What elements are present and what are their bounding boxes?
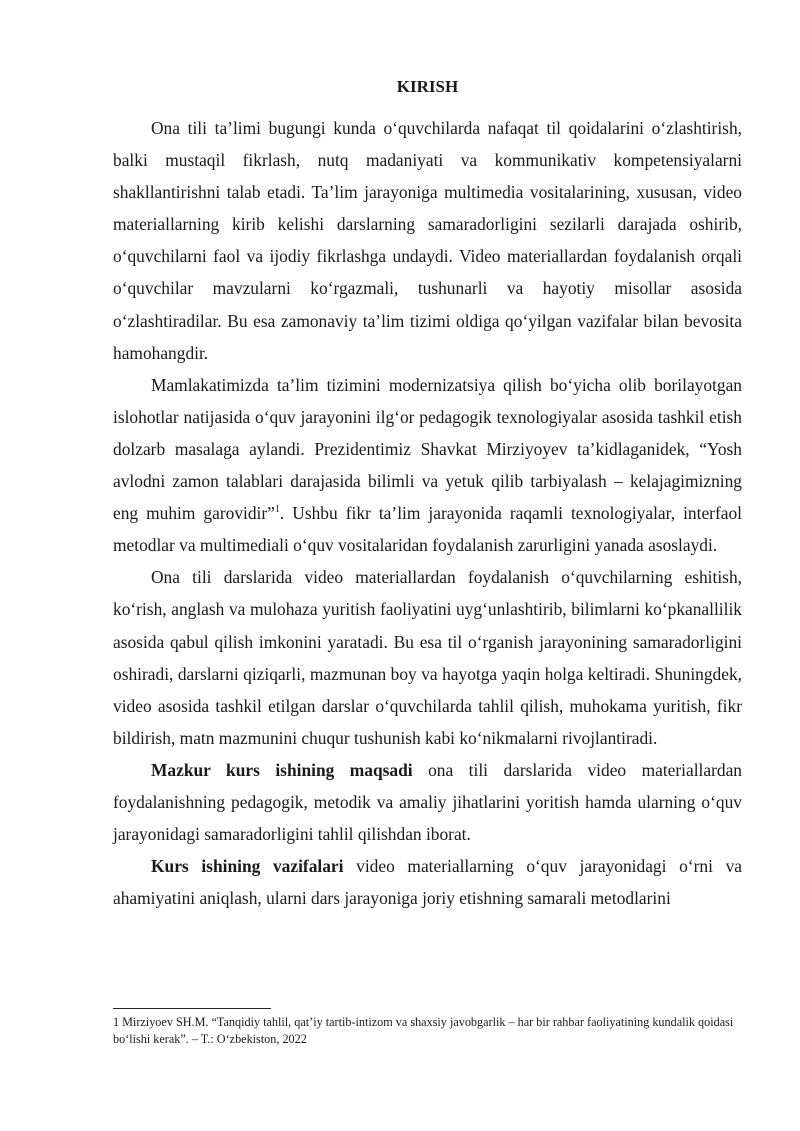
paragraph-2-text-start: Mamlakatimizda ta’lim tizimini modernizatsiya qilish bo‘yicha olib borilayotgan islohotlar natijasida o‘quv jarayonini ilg‘or pedagogik texnologiyalar asosida tashkil etish dolzarb masalaga aylandi. Prezidentimiz Shavkat Mirziyoyev ta’kidlaganidek, “Yosh avlodni zamon talablari darajasida bilimli va yetuk qilib tarbiyalash – kelajagimizning eng muhim garovidir”: [113, 374, 742, 524]
paragraph-3-text: Ona tili darslarida video materiallardan foydalanish o‘quvchilarning eshitish, ko‘rish, anglash va mulohaza yuritish faoliyatini uyg‘unlashtirib, bilimlarni ko‘pkanallilik asosida qabul qilish imkonini yaratadi. Bu esa til o‘rganish jarayonining samaradorligini oshiradi, darslarni qiziqarli, mazmunan boy va hayotga yaqin holga keltiradi. Shuningdek, video asosida tashkil etilgan darslar o‘quvchilarda tahlil qilish, muhokama yuritish, fikr bildirish, matn mazmunini chuqur tushunish kabi ko‘nikmalarni rivojlantiradi.: [113, 567, 742, 748]
paragraph-5-bold-lead: Kurs ishining vazifalari: [151, 856, 344, 877]
paragraph-1: [113, 112, 742, 369]
paragraph-3: [113, 561, 742, 754]
paragraph-2-text-end: . Ushbu fikr ta’lim jarayonida raqamli texnologiyalar, interfaol metodlar va multimediali o‘quv vositalaridan foydalanish zarurligini yanada asoslaydi.: [113, 503, 742, 556]
footnote-separator: [113, 1008, 271, 1009]
footnote: [113, 1014, 742, 1048]
footnote-reference[interactable]: 1: [274, 504, 280, 516]
document-body: [113, 76, 742, 914]
paragraph-5: [113, 850, 742, 914]
paragraph-4: [113, 754, 742, 850]
paragraph-2: [113, 369, 742, 562]
paragraph-1-text: Ona tili ta’limi bugungi kunda o‘quvchilarda nafaqat til qoidalarini o‘zlashtirish, balki mustaqil fikrlash, nutq madaniyati va kommunikativ kompetensiyalarni shakllantirishni talab etadi. Ta’lim jarayoniga multimedia vositalarining, xususan, video materiallarning kirib kelishi darslarning samaradorligini sezilarli darajada oshirib, o‘quvchilarni faol va ijodiy fikrlashga undaydi. Video materiallardan foydalanish orqali o‘quvchilar mavzularni ko‘rgazmali, tushunarli va hayotiy misollar asosida o‘zlashtiradilar. Bu esa zamonaviy ta’lim tizimi oldiga qo‘yilgan vazifalar bilan bevosita hamohangdir.: [113, 118, 742, 363]
footnote-number: 1: [113, 1015, 120, 1029]
paragraph-4-text: ona tili darslarida video materiallardan foydalanishning pedagogik, metodik va amaliy jihatlarini yoritish hamda ularning o‘quv jarayonidagi samaradorligini tahlil qilishdan iborat.: [113, 759, 742, 845]
page-title: KIRISH: [396, 77, 459, 96]
paragraph-5-text: video materiallarning o‘quv jarayonidagi o‘rni va ahamiyatini aniqlash, ularni dars jarayoniga joriy etishning samarali metodlarini: [113, 856, 742, 909]
paragraph-4-bold-lead: Mazkur kurs ishining maqsadi: [151, 759, 413, 780]
footnote-text: Mirziyoev SH.M. “Tanqidiy tahlil, qat’iy tartib-intizom va shaxsiy javobgarlik – har bir rahbar faoliyatining kundalik qoidasi bo‘lishi kerak”. – T.: O‘zbekiston, 2022: [113, 1015, 734, 1046]
